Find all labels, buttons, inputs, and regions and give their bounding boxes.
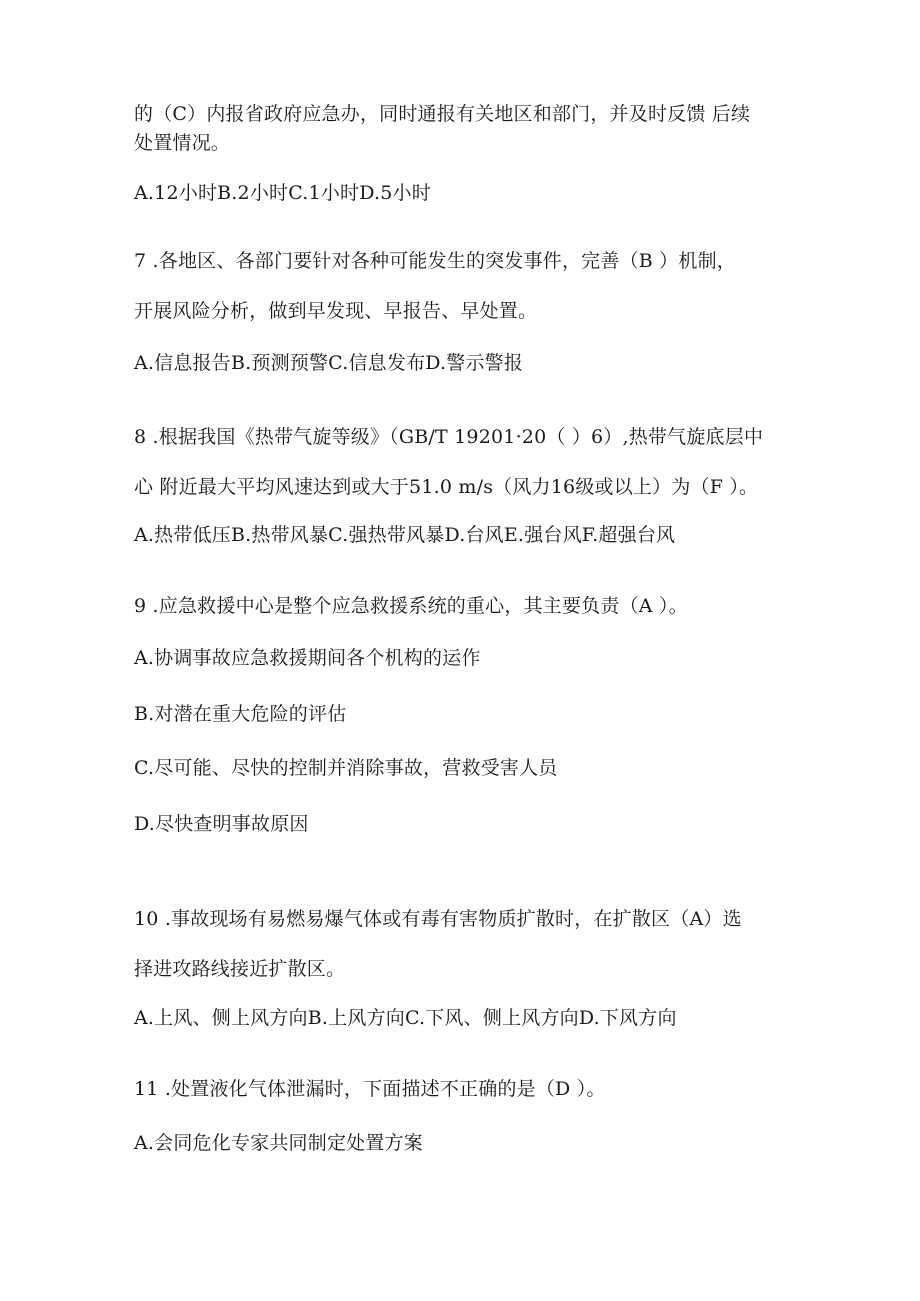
- q6-text-line-1: 的（C）内报省政府应急办，同时通报有关地区和部门，并及时反馈 后续: [134, 103, 751, 125]
- q9-option-b: B.对潜在重大危险的评估: [134, 703, 347, 725]
- q6-text-line-2: 处置情况。: [134, 132, 231, 154]
- q8-options: A.热带低压B.热带风暴C.强热带风暴D.台风E.强台风F.超强台风: [134, 524, 676, 546]
- q9-option-a: A.协调事故应急救援期间各个机构的运作: [134, 647, 481, 669]
- q6-options: A.12小时B.2小时C.1小时D.5小时: [134, 182, 431, 204]
- q9-option-c: C.尽可能、尽快的控制并消除事故，营救受害人员: [134, 757, 558, 779]
- q10-text-line-2: 择进攻路线接近扩散区。: [134, 958, 346, 980]
- q7-text-line-1: 7 .各地区、各部门要针对各种可能发生的突发事件，完善（B ）机制，: [134, 250, 736, 272]
- q9-text: 9 .应急救援中心是整个应急救援系统的重心，其主要负责（A ）。: [134, 595, 688, 617]
- q10-text-line-1: 10 .事故现场有易燃易爆气体或有毒有害物质扩散时，在扩散区（A）选: [134, 908, 742, 930]
- q11-text: 11 .处置液化气体泄漏时，下面描述不正确的是（D ）。: [134, 1078, 606, 1100]
- q8-text-line-2: 心 附近最大平均风速达到或大于51.0 m/s（风力16级或以上）为（F ）。: [134, 476, 759, 498]
- q7-options: A.信息报告B.预测预警C.信息发布D.警示警报: [134, 352, 524, 374]
- q8-text-line-1: 8 .根据我国《热带气旋等级》（GB/T 19201·20（ ）6）,热带气旋底层中: [134, 426, 764, 448]
- q9-option-d: D.尽快查明事故原因: [134, 813, 309, 835]
- q11-option-a: A.会同危化专家共同制定处置方案: [134, 1132, 423, 1154]
- q7-text-line-2: 开展风险分析，做到早发现、早报告、早处置。: [134, 300, 538, 322]
- q10-options: A.上风、侧上风方向B.上风方向C.下风、侧上风方向D.下风方向: [134, 1007, 677, 1029]
